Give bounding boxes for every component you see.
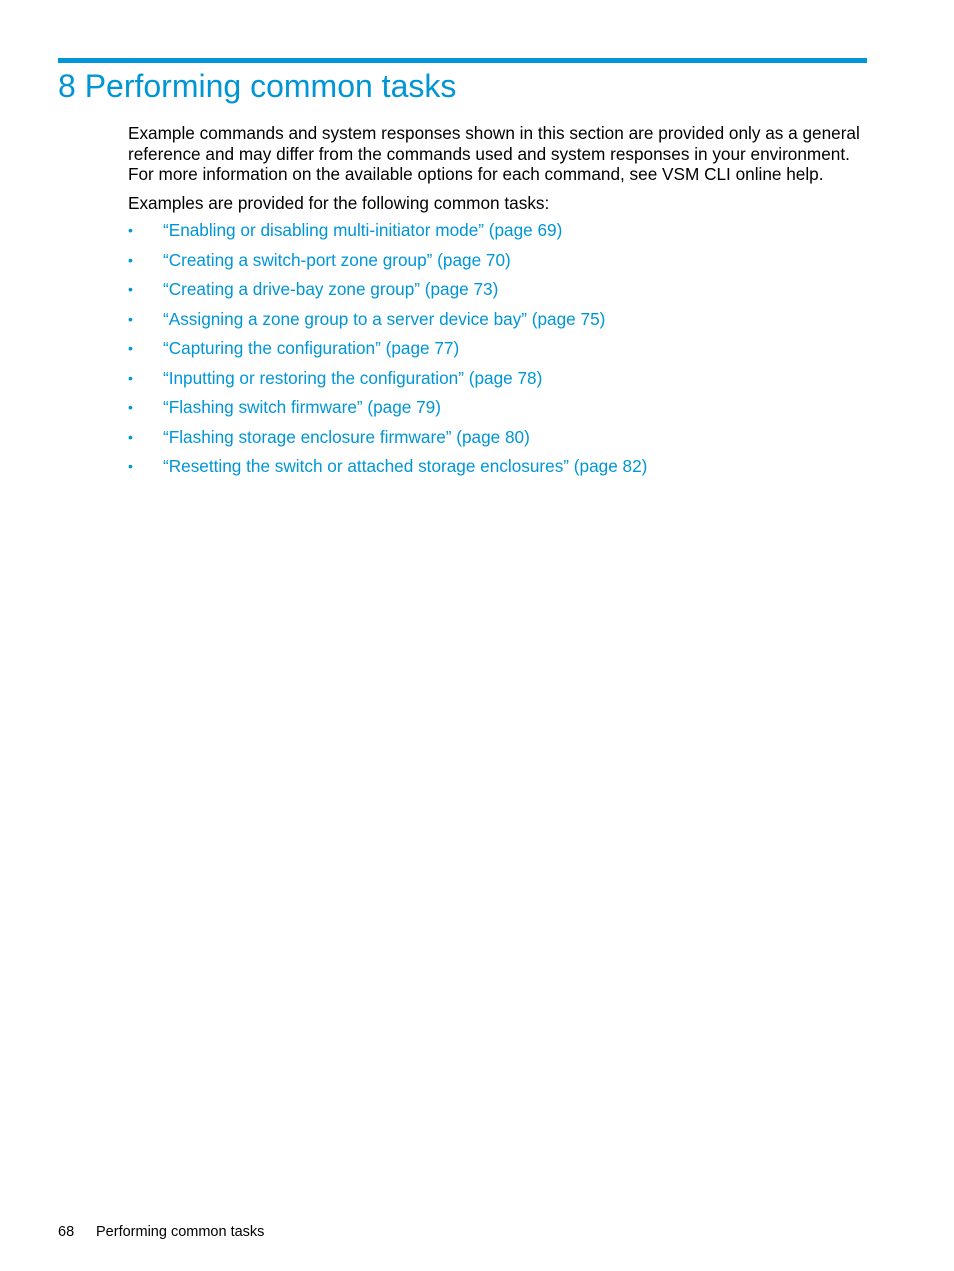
bullet-icon: • [128, 399, 133, 415]
bullet-icon: • [128, 428, 133, 445]
list-item [128, 455, 868, 485]
list-item [128, 278, 868, 308]
task-link-reset-switch[interactable]: “Resetting the switch or attached storage enclosures” (page 82) [163, 456, 648, 476]
bullet-icon: • [128, 281, 133, 297]
list-item [128, 367, 868, 397]
bullet-icon: • [128, 369, 133, 386]
task-link-flash-enclosure[interactable]: “Flashing storage enclosure firmware” (page 80) [163, 426, 530, 447]
task-list [128, 219, 868, 485]
task-link-switch-port-zone[interactable]: “Creating a switch-port zone group” (page 70) [163, 249, 511, 270]
intro-paragraph: Example commands and system responses shown in this section are provided only as a general reference and may differ from the commands used and system responses in your environment. For more information on the available options for each command, see VSM CLI online help. [128, 123, 860, 184]
task-link-assign-zone-group[interactable]: “Assigning a zone group to a server device bay” (page 75) [163, 308, 606, 329]
task-link-capture-config[interactable]: “Capturing the configuration” (page 77) [163, 338, 460, 358]
bullet-icon: • [128, 310, 133, 327]
list-item [128, 426, 868, 456]
bullet-icon: • [128, 222, 133, 238]
list-item [128, 219, 868, 249]
list-item [128, 249, 868, 279]
bullet-icon: • [128, 251, 133, 268]
list-item [128, 337, 868, 367]
page-number: 68 [58, 1224, 75, 1240]
page-footer [58, 1222, 264, 1242]
chapter-rule [58, 58, 867, 63]
list-item [128, 396, 868, 426]
task-link-restore-config[interactable]: “Inputting or restoring the configuration” (page 78) [163, 367, 543, 388]
chapter-body [128, 122, 868, 485]
task-link-multi-initiator[interactable]: “Enabling or disabling multi-initiator mode” (page 69) [163, 220, 563, 240]
running-title: Performing common tasks [96, 1224, 265, 1240]
bullet-icon: • [128, 458, 133, 474]
list-item [128, 308, 868, 338]
chapter-title: 8 Performing common tasks [58, 68, 457, 104]
task-link-flash-switch[interactable]: “Flashing switch firmware” (page 79) [163, 397, 441, 417]
bullet-icon: • [128, 340, 133, 356]
task-link-drive-bay-zone[interactable]: “Creating a drive-bay zone group” (page 73) [163, 279, 499, 299]
tasks-lead: Examples are provided for the following common tasks: [128, 192, 550, 213]
